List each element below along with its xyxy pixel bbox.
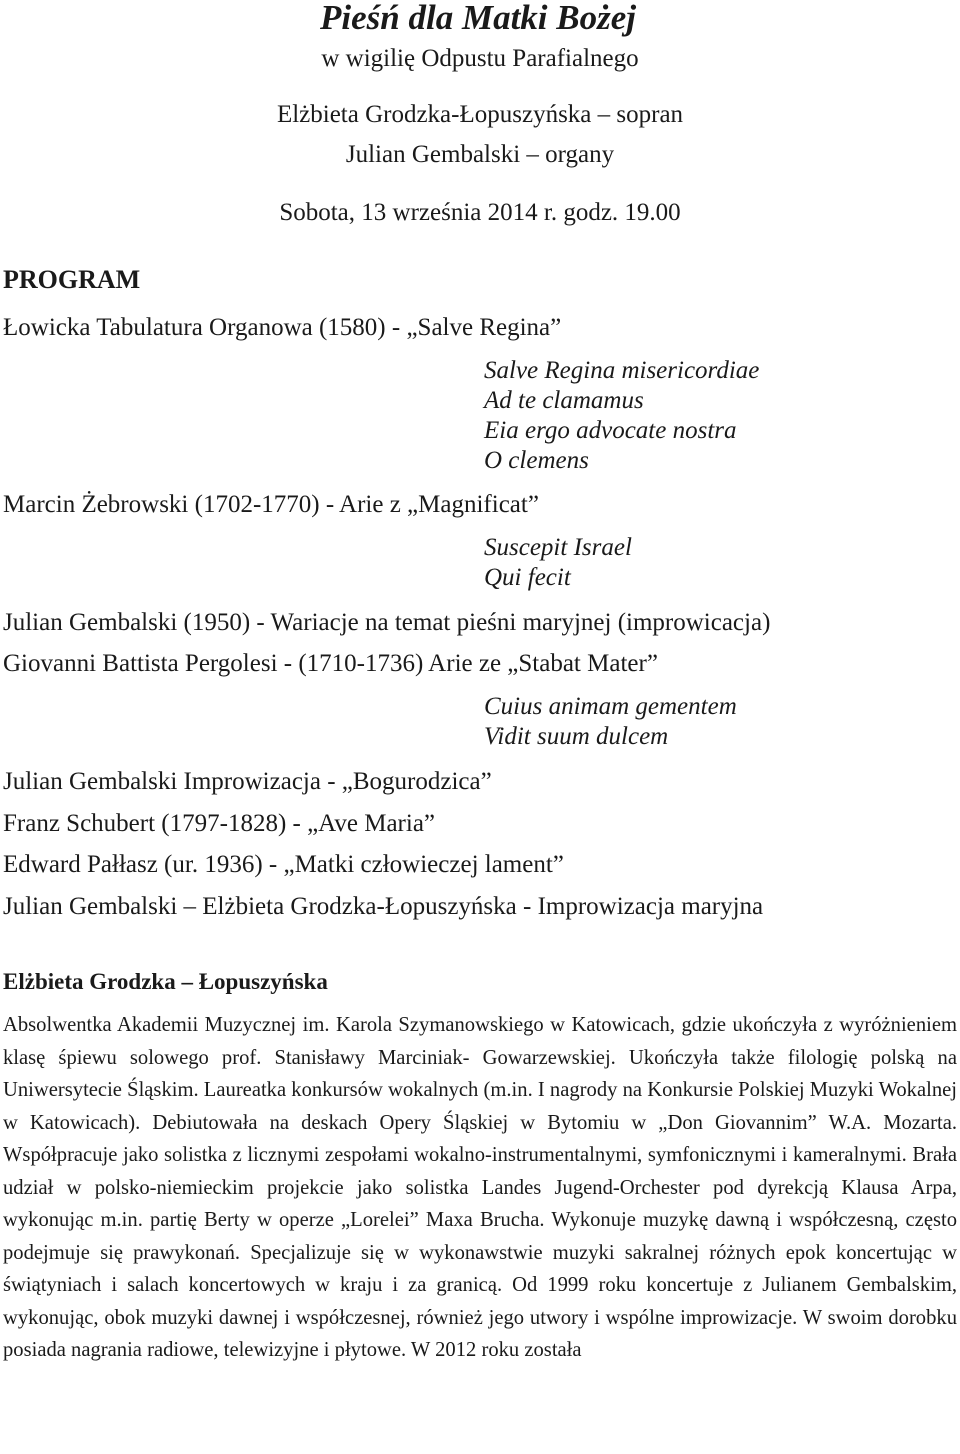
program-item: Łowicka Tabulatura Organowa (1580) - „Salve Regina” (3, 314, 562, 341)
program-item: Julian Gembalski (1950) - Wariacje na temat pieśni maryjnej (improwicacja) (3, 609, 771, 636)
program-item-part: Eia ergo advocate nostra (484, 417, 737, 444)
performer-organ: Julian Gembalski – organy (345, 141, 615, 168)
program-item-part: Salve Regina misericordiae (484, 357, 760, 384)
program-item: Marcin Żebrowski (1702-1770) - Arie z „Magnificat” (3, 491, 539, 518)
bio-text (3, 1009, 957, 1367)
program-item: Franz Schubert (1797-1828) - „Ave Maria” (3, 810, 436, 837)
program-item: Julian Gembalski Improwizacja - „Bogurodzica” (3, 768, 492, 795)
program-item: Giovanni Battista Pergolesi - (1710-1736) Arie ze „Stabat Mater” (3, 650, 658, 677)
program-item-part: Cuius animam gementem (484, 693, 737, 720)
program-item-part: Qui fecit (484, 564, 571, 591)
program-item-part: Ad te clamamus (484, 387, 644, 414)
program-item: Julian Gembalski – Elżbieta Grodzka-Łopuszyńska - Improwizacja maryjna (3, 893, 764, 920)
concert-date: Sobota, 13 września 2014 r. godz. 19.00 (279, 199, 681, 226)
concert-subtitle: w wigilię Odpustu Parafialnego (321, 45, 639, 72)
bio-paragraph: Absolwentka Akademii Muzycznej im. Karola Szymanowskiego w Katowicach, gdzie ukończyła z wyróżnieniem klasę śpiewu solowego prof. Stanisławy Marciniak- Gowarzewskiej. Ukończyła także filologię polską na Uniwersytecie Śląskim. Laureatka konkursów wokalnych (m.in. I nagrody na Konkursie Polskiej Muzyki Wokalnej w Katowicach). Debiutowała na deskach Opery Śląskiej w Bytomiu w „Don Giovannim” W.A. Mozarta. Współpracuje jako solistka z licznymi zespołami wokalno-instrumentalnymi, symfonicznymi i kameralnymi. Brała udział w polsko-niemieckim projekcie jako solistka Landes Jugend-Orchester pod dyrekcją Klausa Arpa, wykonując m.in. partię Berty w operze „Lorelei” Maxa Brucha. Wykonuje muzykę dawną i współczesną, często podejmuje się prawykonań. Specjalizuje się w wykonawstwie muzyki sakralnej różnych epok koncertując w świątyniach i salach koncertowych w kraju i za granicą. Od 1999 roku koncertuje z Julianem Gembalskim, wykonując, obok muzyki dawnej i współczesnej, również jego utwory i wspólne improwizacje. W swoim dorobku posiada nagrania radiowe, telewizyjne i płytowe. W 2012 roku została (3, 1014, 957, 1361)
program-item-part: Vidit suum dulcem (484, 723, 669, 750)
bio-name: Elżbieta Grodzka – Łopuszyńska (3, 969, 328, 994)
performer-soprano: Elżbieta Grodzka-Łopuszyńska – sopran (276, 101, 684, 128)
concert-title: Pieśń dla Matki Bożej (320, 0, 636, 37)
program-item-part: Suscepit Israel (484, 534, 632, 561)
program-item: Edward Pałłasz (ur. 1936) - „Matki człowieczej lament” (3, 851, 564, 878)
program-heading: PROGRAM (3, 265, 141, 294)
program-item-part: O clemens (484, 447, 589, 474)
